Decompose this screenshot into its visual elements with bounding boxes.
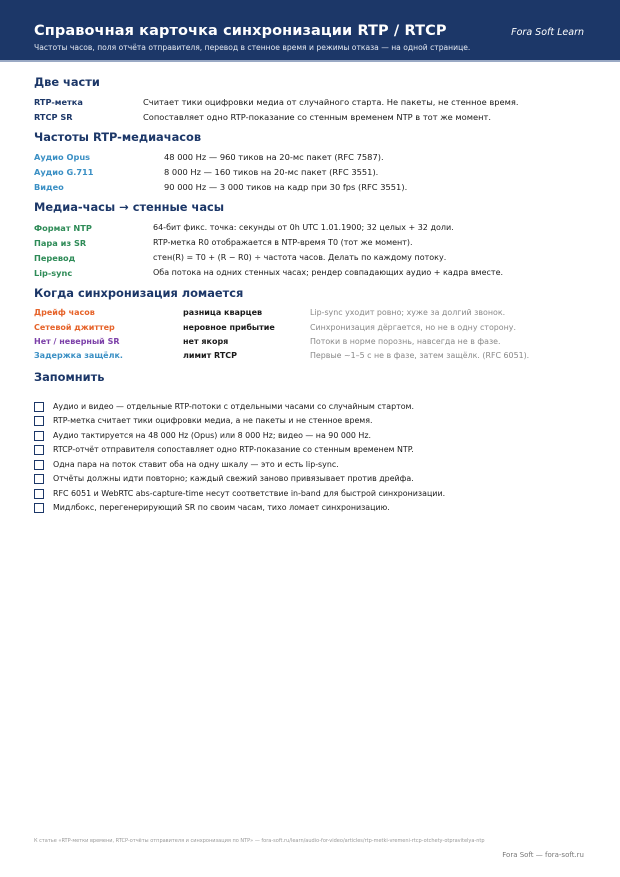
page-title: Справочная карточка синхронизации RTP / RTCP xyxy=(34,23,447,39)
checkbox[interactable] xyxy=(34,503,44,513)
failure-cause: неровное прибытие xyxy=(183,323,275,332)
row-value: Сопоставляет одно RTP-показание со стенным временем NTP в тот же момент. xyxy=(143,112,492,122)
row-value: 90 000 Hz — 3 000 тиков на кадр при 30 fps (RFC 3551). xyxy=(164,182,408,192)
failure-name: Дрейф часов xyxy=(34,308,95,317)
header-banner xyxy=(0,0,620,60)
failure-cause: лимит RTCP xyxy=(183,351,238,360)
checkbox[interactable] xyxy=(34,460,44,470)
brand-label: Fora Soft Learn xyxy=(511,27,584,38)
failure-cause: нет якоря xyxy=(183,337,229,346)
failure-name: Задержка защёлк. xyxy=(34,351,123,360)
section-title-remember: Запомнить xyxy=(34,370,105,384)
checkbox[interactable] xyxy=(34,489,44,499)
section-title-wallclock: Медиа-часы → стенные часы xyxy=(34,200,225,214)
row-key: Аудио Opus xyxy=(34,152,91,162)
checklist-text: Аудио и видео — отдельные RTP-потоки с отдельными часами со случайным стартом. xyxy=(53,402,414,411)
row-key: Перевод xyxy=(34,253,76,263)
section-title-clocks: Частоты RTP-медиачасов xyxy=(34,130,202,144)
footer-brand: Fora Soft — fora-soft.ru xyxy=(502,851,584,859)
row-value: 8 000 Hz — 160 тиков на 20-мс пакет (RFC 3551). xyxy=(164,167,379,177)
failure-name: Сетевой джиттер xyxy=(34,323,115,332)
failure-effect: Потоки в норме порознь, навсегда не в фазе. xyxy=(310,337,501,346)
checklist-text: RTCP-отчёт отправителя сопоставляет одно RTP-показание со стенным временем NTP. xyxy=(53,445,414,454)
failure-cause: разница кварцев xyxy=(183,308,263,317)
row-key: Lip-sync xyxy=(34,268,73,278)
checkbox[interactable] xyxy=(34,431,44,441)
row-key: Формат NTP xyxy=(34,223,92,233)
checkbox[interactable] xyxy=(34,416,44,426)
checkbox[interactable] xyxy=(34,445,44,455)
checklist-text: Мидлбокс, перегенерирующий SR по своим часам, тихо ломает синхронизацию. xyxy=(53,503,390,512)
failure-effect: Синхронизация дёргается, но не в одну сторону. xyxy=(310,323,516,332)
checklist-text: Одна пара на поток ставит оба на одну шкалу — это и есть lip-sync. xyxy=(53,460,339,469)
row-value: RTP-метка R0 отображается в NTP-время T0 (тот же момент). xyxy=(153,238,413,247)
checklist-text: Аудио тактируется на 48 000 Hz (Opus) или 8 000 Hz; видео — на 90 000 Hz. xyxy=(53,431,372,440)
footer-source: К статье «RTP-метки времени, RTCP-отчёты отправителя и синхронизация по NTP» — fora-soft.ru/learn/audio-for-video/articles/rtp-metki-vremeni-rtcp-otchety-otpravitelya-ntp xyxy=(34,838,485,844)
section-title-failures: Когда синхронизация ломается xyxy=(34,286,244,300)
row-key: Аудио G.711 xyxy=(34,167,94,177)
checklist-text: RFC 6051 и WebRTC abs-capture-time несут соответствие in-band для быстрой синхронизации. xyxy=(53,489,446,498)
header-divider xyxy=(0,60,620,62)
failure-effect: Первые ~1–5 с не в фазе, затем защёлк. (RFC 6051). xyxy=(310,351,530,360)
row-key: Видео xyxy=(34,182,64,192)
checklist-text: Отчёты должны идти повторно; каждый свежий заново привязывает против дрейфа. xyxy=(53,474,414,483)
row-key: RTCP SR xyxy=(34,112,73,122)
failure-name: Нет / неверный SR xyxy=(34,337,120,346)
row-value: 48 000 Hz — 960 тиков на 20-мс пакет (RFC 7587). xyxy=(164,152,384,162)
failure-effect: Lip-sync уходит ровно; хуже за долгий звонок. xyxy=(310,308,506,317)
row-key: RTP-метка xyxy=(34,97,83,107)
row-value: Оба потока на одних стенных часах; рендер совпадающих аудио + кадра вместе. xyxy=(153,268,504,277)
page-subtitle: Частоты часов, поля отчёта отправителя, перевод в стенное время и режимы отказа — на одной странице. xyxy=(34,43,471,52)
row-value: Считает тики оцифровки медиа от случайного старта. Не пакеты, не стенное время. xyxy=(143,97,519,107)
checklist-text: RTP-метка считает тики оцифровки медиа, а не пакеты и не стенное время. xyxy=(53,416,373,425)
checkbox[interactable] xyxy=(34,474,44,484)
checkbox[interactable] xyxy=(34,402,44,412)
section-title-parts: Две части xyxy=(34,75,100,89)
row-key: Пара из SR xyxy=(34,238,87,248)
row-value: стен(R) = T0 + (R − R0) ÷ частота часов. Делать по каждому потоку. xyxy=(153,253,447,262)
row-value: 64-бит фикс. точка: секунды от 0h UTC 1.01.1900; 32 целых + 32 доли. xyxy=(153,223,454,232)
